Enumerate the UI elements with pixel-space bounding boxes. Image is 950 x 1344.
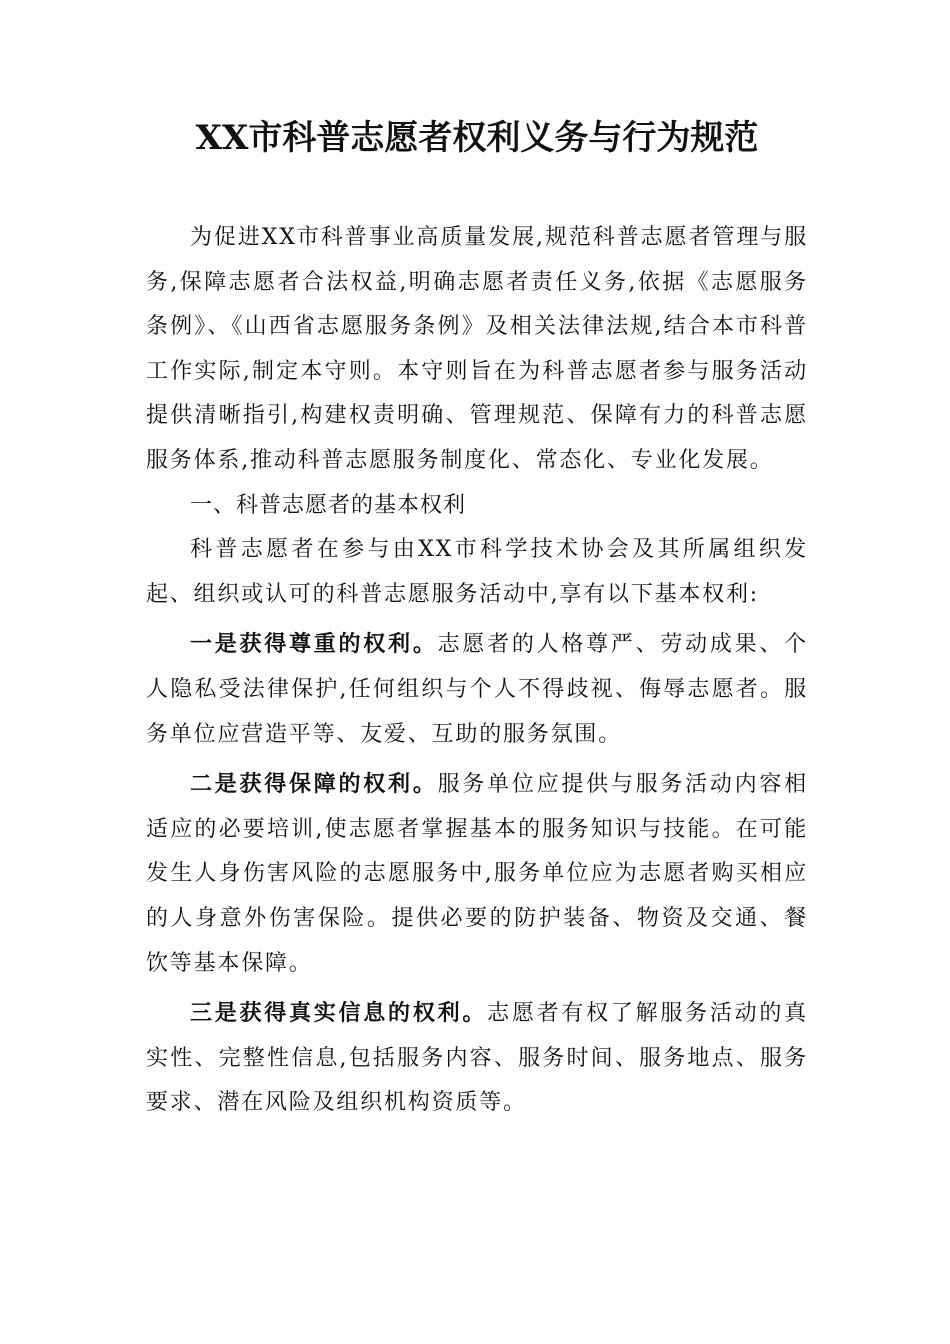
right-item-lead: 一是获得尊重的权利。	[190, 632, 438, 658]
section-heading: 一、科普志愿者的基本权利	[190, 492, 467, 518]
right-item-text: 服务单位应提供与服务活动内容相适应的必要培训,使志愿者掌握基本的服务知识与技能。在可能发生人身伤害风险的志愿服务中,服务单位应为志愿者购买相应的人身意外伤害保险。提供必要的防护装备、物资及交通、餐饮等基本保障。	[146, 772, 808, 976]
right-item-text: 志愿者有权了解服务活动的真实性、完整性信息,包括服务内容、服务时间、服务地点、服务要求、潜在风险及组织机构资质等。	[146, 1001, 808, 1116]
right-item-information	[146, 992, 808, 1126]
document-page	[146, 108, 808, 1126]
right-item-protection	[146, 763, 808, 986]
intro-paragraph: 为促进XX市科普事业高质量发展,规范科普志愿者管理与服务,保障志愿者合法权益,明确志愿者责任义务,依据《志愿服务条例》、《山西省志愿服务条例》及相关法律法规,结合本市科普工作实际,制定本守则。本守则旨在为科普志愿者参与服务活动提供清晰指引,构建权责明确、管理规范、保障有力的科普志愿服务体系,推动科普志愿服务制度化、常态化、专业化发展。	[146, 225, 808, 473]
right-item-text: 志愿者的人格尊严、劳动成果、个人隐私受法律保护,任何组织与个人不得歧视、侮辱志愿者。服务单位应营造平等、友爱、互助的服务氛围。	[146, 632, 808, 747]
document-body	[146, 216, 808, 1126]
document-title: XX市科普志愿者权利义务与行为规范	[195, 118, 759, 158]
right-item-respect	[146, 623, 808, 757]
section-intro-paragraph: 科普志愿者在参与由XX市科学技术协会及其所属组织发起、组织或认可的科普志愿服务活动中,享有以下基本权利:	[146, 537, 808, 607]
right-item-lead: 三是获得真实信息的权利。	[190, 1001, 488, 1027]
right-item-lead: 二是获得保障的权利。	[190, 772, 438, 798]
